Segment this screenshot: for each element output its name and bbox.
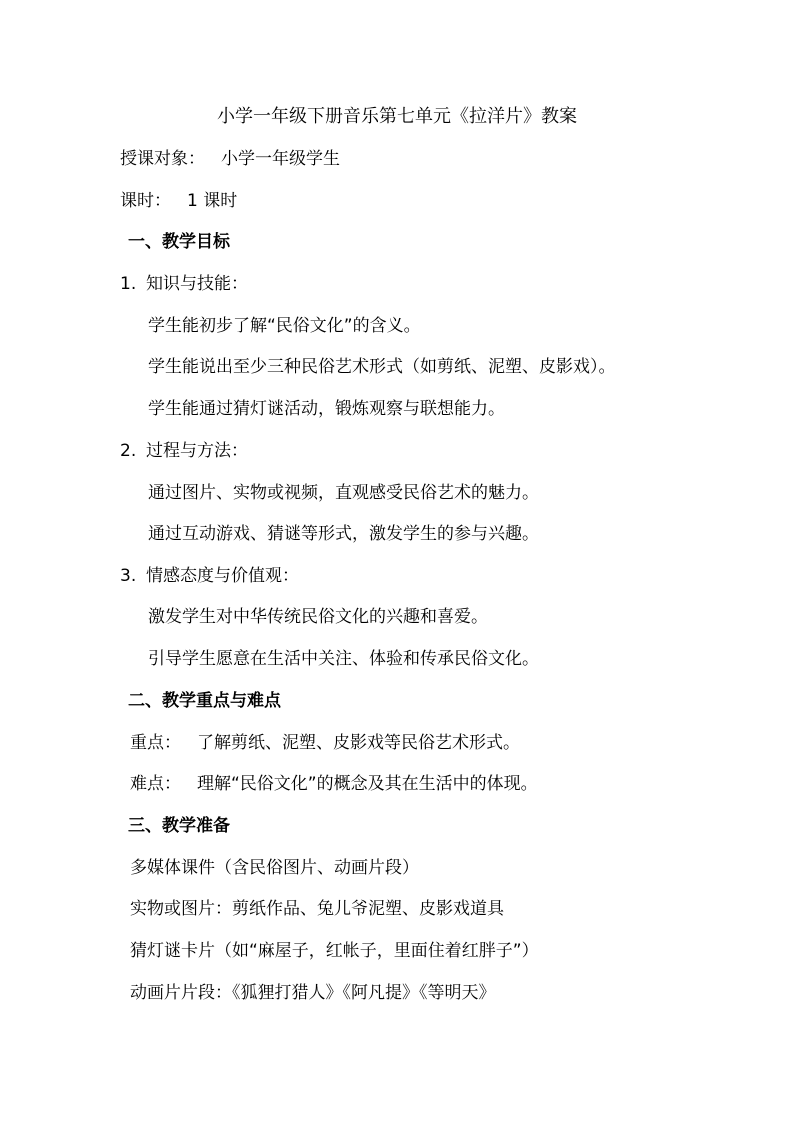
key-point-value: 了解剪纸、泥塑、皮影戏等民俗艺术形式。 <box>197 733 520 753</box>
preparation-item-1: 多媒体课件（含民俗图片、动画片段） <box>130 858 419 878</box>
audience-label: 授课对象： <box>120 149 205 169</box>
document-title: 小学一年级下册音乐第七单元《拉洋片》教案 <box>217 106 577 127</box>
hours-line <box>120 190 237 212</box>
objective-2-point-1: 通过图片、实物或视频，直观感受民俗艺术的魅力。 <box>148 483 539 503</box>
objective-1-number: 1. <box>120 274 137 294</box>
preparation-item-2: 实物或图片：剪纸作品、兔儿爷泥塑、皮影戏道具 <box>130 899 504 919</box>
objective-1-point-1: 学生能初步了解“民俗文化”的含义。 <box>148 316 421 336</box>
objective-1-title <box>120 273 248 295</box>
audience-value: 小学一年级学生 <box>221 149 340 169</box>
difficulty-line <box>130 773 538 795</box>
objective-1-label: 知识与技能： <box>146 274 248 294</box>
objective-1-point-2: 学生能说出至少三种民俗艺术形式（如剪纸、泥塑、皮影戏）。 <box>148 357 616 377</box>
section-heading-objectives: 一、教学目标 <box>128 232 230 252</box>
objective-2-title <box>120 440 248 462</box>
objective-2-label: 过程与方法： <box>146 441 248 461</box>
objective-2-point-2: 通过互动游戏、猜谜等形式，激发学生的参与兴趣。 <box>148 524 539 544</box>
objective-3-number: 3. <box>120 566 137 586</box>
objective-2-number: 2. <box>120 441 137 461</box>
objective-3-point-1: 激发学生对中华传统民俗文化的兴趣和喜爱。 <box>148 607 488 627</box>
hours-value: 1 课时 <box>187 191 238 211</box>
objective-3-label: 情感态度与价值观： <box>146 566 299 586</box>
preparation-item-3: 猜灯谜卡片（如“麻屋子，红帐子，里面住着红胖子”） <box>130 941 539 961</box>
preparation-item-4: 动画片片段：《狐狸打猎人》《阿凡提》《等明天》 <box>130 983 496 1003</box>
hours-label: 课时： <box>120 191 171 211</box>
difficulty-label: 难点： <box>130 774 181 794</box>
key-point-line <box>130 732 520 754</box>
difficulty-value: 理解“民俗文化”的概念及其在生活中的体现。 <box>197 774 538 794</box>
objective-3-title <box>120 565 299 587</box>
key-point-label: 重点： <box>130 733 181 753</box>
objective-3-point-2: 引导学生愿意在生活中关注、体验和传承民俗文化。 <box>148 649 539 669</box>
audience-line <box>120 148 340 170</box>
section-heading-key-points: 二、教学重点与难点 <box>128 691 281 711</box>
section-heading-preparation: 三、教学准备 <box>128 816 230 836</box>
objective-1-point-3: 学生能通过猜灯谜活动，锻炼观察与联想能力。 <box>148 399 505 419</box>
